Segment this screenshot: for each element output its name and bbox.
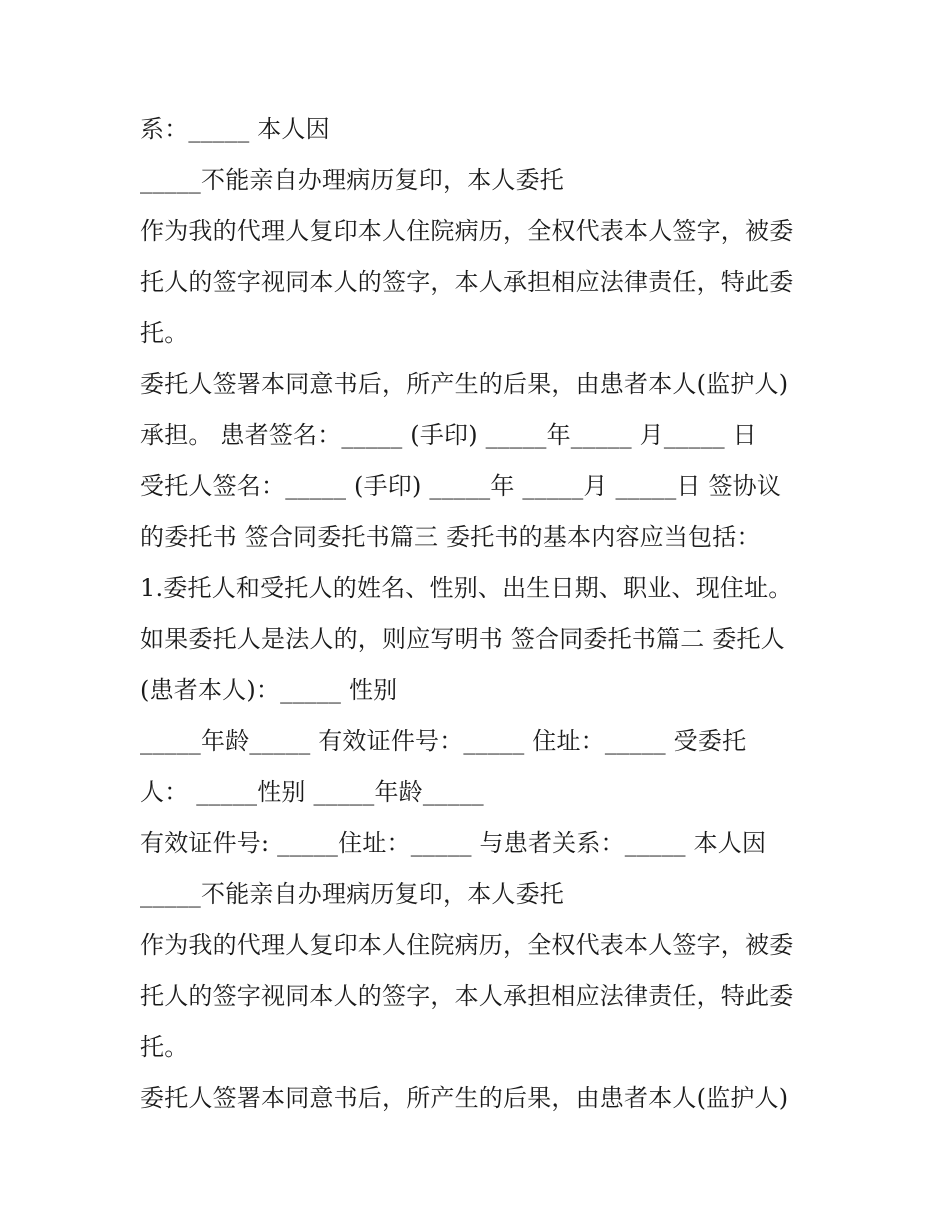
text-line: 托人的签字视同本人的签字，本人承担相应法律责任，特此委 <box>140 268 794 296</box>
text-line: 委托人签署本同意书后，所产生的后果，由患者本人(监护人) <box>140 370 789 398</box>
text-line: 的委托书 签合同委托书篇三 委托书的基本内容应当包括： <box>140 523 761 551</box>
document-body <box>140 104 830 1124</box>
text-line: 托。 <box>140 319 189 347</box>
text-line: _____年龄_____ 有效证件号：_____ 住址：_____ 受委托 <box>140 727 747 755</box>
text-line: 1.委托人和受托人的姓名、性别、出生日期、职业、现住址。 <box>140 574 793 602</box>
text-line: 受托人签名：_____ (手印) _____年 _____月 _____日 签协议 <box>140 472 782 500</box>
text-line: 作为我的代理人复印本人住院病历，全权代表本人签字，被委 <box>140 217 794 245</box>
text-line: 承担。 患者签名：_____ (手印) _____年_____ 月_____ 日 <box>140 421 757 449</box>
text-line: _____不能亲自办理病历复印，本人委托 <box>140 880 564 908</box>
text-line: 作为我的代理人复印本人住院病历，全权代表本人签字，被委 <box>140 931 794 959</box>
text-line: 托人的签字视同本人的签字，本人承担相应法律责任，特此委 <box>140 982 794 1010</box>
text-line: 如果委托人是法人的，则应写明书 签合同委托书篇二 委托人 <box>140 625 785 653</box>
text-line: _____不能亲自办理病历复印，本人委托 <box>140 166 564 194</box>
text-line: 有效证件号: _____住址：_____ 与患者关系：_____ 本人因 <box>140 829 767 857</box>
text-line: 系：_____ 本人因 <box>140 115 330 143</box>
text-line: (患者本人)：_____ 性别 <box>140 676 398 704</box>
text-line: 委托人签署本同意书后，所产生的后果，由患者本人(监护人) <box>140 1084 789 1112</box>
text-line: 托。 <box>140 1033 189 1061</box>
text-line: 人： _____性别 _____年龄_____ <box>140 778 484 806</box>
